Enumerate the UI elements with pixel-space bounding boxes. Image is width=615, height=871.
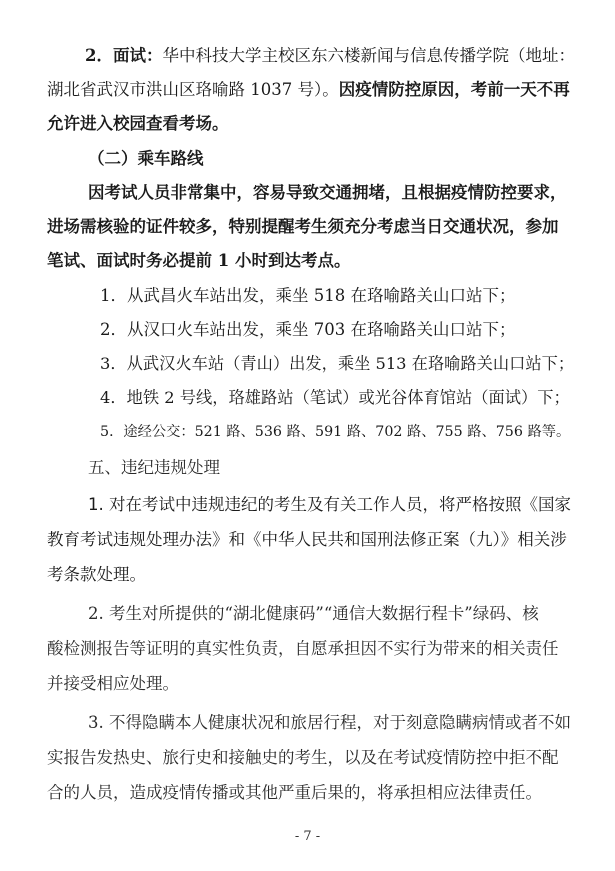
violation-heading: 五、违纪违规处理: [88, 458, 220, 477]
route-item-5: 5．途经公交：521 路、536 路、591 路、702 路、755 路、756 路等。: [100, 424, 571, 440]
interview-address: 湖北省武汉市洪山区珞喻路 1037 号）。: [47, 80, 339, 99]
route-notice-line-2: 进场需核验的证件较多，特别提醒考生须充分考虑当日交通状况，参加: [47, 217, 559, 236]
route-notice-line-3: 笔试、面试时务必提前 1 小时到达考点。: [47, 251, 351, 270]
violation-item-2-line-2: 酸检测报告等证明的真实性负责，自愿承担因不实行为带来的相关责任: [47, 639, 559, 658]
violation-item-2-line-3: 并接受相应处理。: [47, 674, 179, 693]
interview-notice-start: 因疫情防控原因，考前一天不再: [338, 80, 570, 99]
violation-item-3-line-1: 3. 不得隐瞒本人健康状况和旅居行程，对于刻意隐瞒病情或者不如: [88, 713, 571, 732]
interview-title: 面试：: [112, 46, 163, 65]
violation-item-1-line-1: 1. 对在考试中违规违纪的考生及有关工作人员，将严格按照《国家: [88, 495, 571, 514]
violation-item-1-line-3: 考条款处理。: [47, 565, 146, 584]
violation-item-3-line-2: 实报告发热史、旅行史和接触史的考生，以及在考试疫情防控中拒不配: [47, 748, 559, 767]
interview-location: 华中科技大学主校区东六楼新闻与信息传播学院（地址：: [162, 46, 575, 65]
violation-item-2-line-1: 2. 考生对所提供的“湖北健康码”“通信大数据行程卡”绿码、核: [88, 604, 539, 623]
interview-line-1: [85, 46, 575, 66]
violation-item-3-line-3: 合的人员，造成疫情传播或其他严重后果的，将承担相应法律责任。: [47, 783, 542, 802]
route-notice-line-1: 因考试人员非常集中，容易导致交通拥堵，且根据疫情防控要求，: [88, 183, 567, 202]
page-number: - 7 -: [294, 829, 321, 844]
route-item-2: 2．从汉口火车站出发，乘坐 703 在珞喻路关山口站下；: [100, 320, 516, 339]
route-item-1: 1．从武昌火车站出发，乘坐 518 在珞喻路关山口站下；: [100, 286, 516, 305]
interview-line-2: [47, 80, 570, 100]
violation-item-1-line-2: 教育考试违规处理办法》和《中华人民共和国刑法修正案（九）》相关涉: [47, 530, 567, 549]
interview-notice-end: 允许进入校园查看考场。: [47, 114, 229, 133]
route-item-3: 3．从武汉火车站（青山）出发，乘坐 513 在珞喻路关山口站下；: [100, 354, 575, 373]
route-heading: （二）乘车路线: [88, 149, 204, 168]
route-item-4: 4．地铁 2 号线，珞雄路站（笔试）或光谷体育馆站（面试）下；: [100, 388, 570, 407]
interview-number: 2．: [85, 46, 113, 65]
